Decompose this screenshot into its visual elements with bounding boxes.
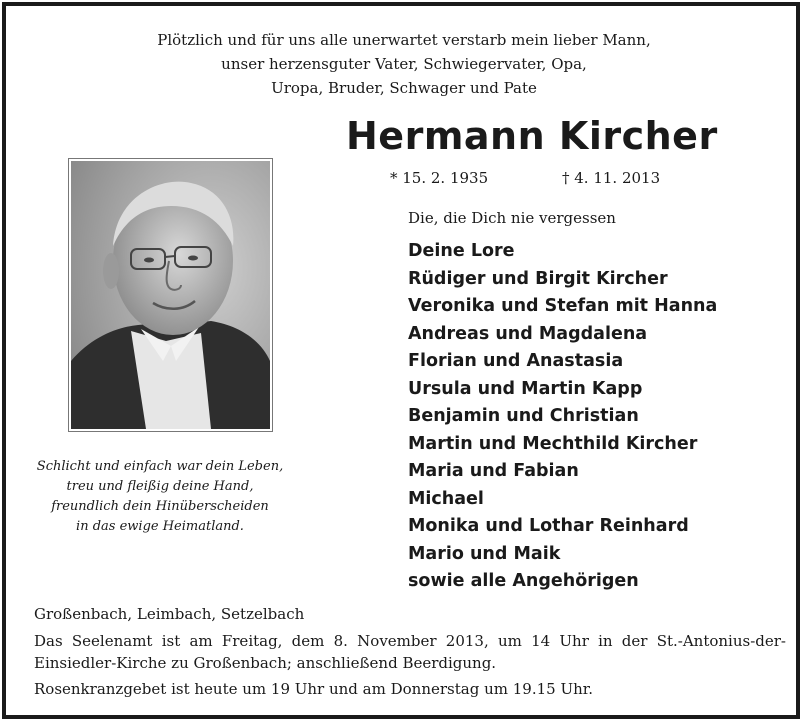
funeral-notice xyxy=(34,630,786,674)
mourner: Martin und Mechthild Kircher xyxy=(408,433,698,454)
mourner: Mario und Maik xyxy=(408,543,561,564)
birth-date: * 15. 2. 1935 xyxy=(390,169,489,187)
mourner: sowie alle Angehörigen xyxy=(408,571,639,591)
mourner: Andreas und Magdalena xyxy=(408,323,648,344)
portrait-photo xyxy=(71,161,270,429)
mourners-list xyxy=(408,238,717,596)
mourners-intro: Die, die Dich nie vergessen xyxy=(408,209,616,227)
mourner: Maria und Fabian xyxy=(408,461,579,481)
mourner: Michael xyxy=(408,488,484,509)
death-date: † 4. 11. 2013 xyxy=(562,169,661,187)
verse-line: Schlicht und einfach war dein Leben, xyxy=(36,459,284,474)
intro-text xyxy=(6,28,800,100)
portrait-photo-frame xyxy=(68,158,273,432)
mourner: Monika und Lothar Reinhard xyxy=(408,516,689,536)
mourner: Florian und Anastasia xyxy=(408,351,624,371)
memorial-verse xyxy=(22,457,298,537)
intro-line: Plötzlich und für uns alle unerwartet verstarb mein lieber Mann, xyxy=(157,31,651,49)
obituary-notice xyxy=(2,2,800,719)
funeral-notice-text: Das Seelenamt ist am Freitag, dem 8. November 2013, um 14 Uhr in der St.-Antonius-der-Einsiedler-Kirche zu Großenbach; anschließend Beerdigung. xyxy=(34,632,786,672)
deceased-name: Hermann Kircher xyxy=(346,114,718,158)
mourner: Ursula und Martin Kapp xyxy=(408,378,643,399)
mourner: Deine Lore xyxy=(408,241,515,261)
mourner: Veronika und Stefan mit Hanna xyxy=(408,296,718,316)
places-line: Großenbach, Leimbach, Setzelbach xyxy=(34,605,305,623)
intro-line: unser herzensguter Vater, Schwiegervater, Opa, xyxy=(221,55,587,73)
mourner: Benjamin und Christian xyxy=(408,406,639,426)
verse-line: treu und fleißig deine Hand, xyxy=(66,479,254,494)
intro-line: Uropa, Bruder, Schwager und Pate xyxy=(271,79,537,97)
verse-line: in das ewige Heimatland. xyxy=(76,519,244,534)
verse-line: freundlich dein Hinüberscheiden xyxy=(51,499,269,514)
mourner: Rüdiger und Birgit Kircher xyxy=(408,268,668,289)
rosary-notice: Rosenkranzgebet ist heute um 19 Uhr und am Donnerstag um 19.15 Uhr. xyxy=(34,680,594,698)
